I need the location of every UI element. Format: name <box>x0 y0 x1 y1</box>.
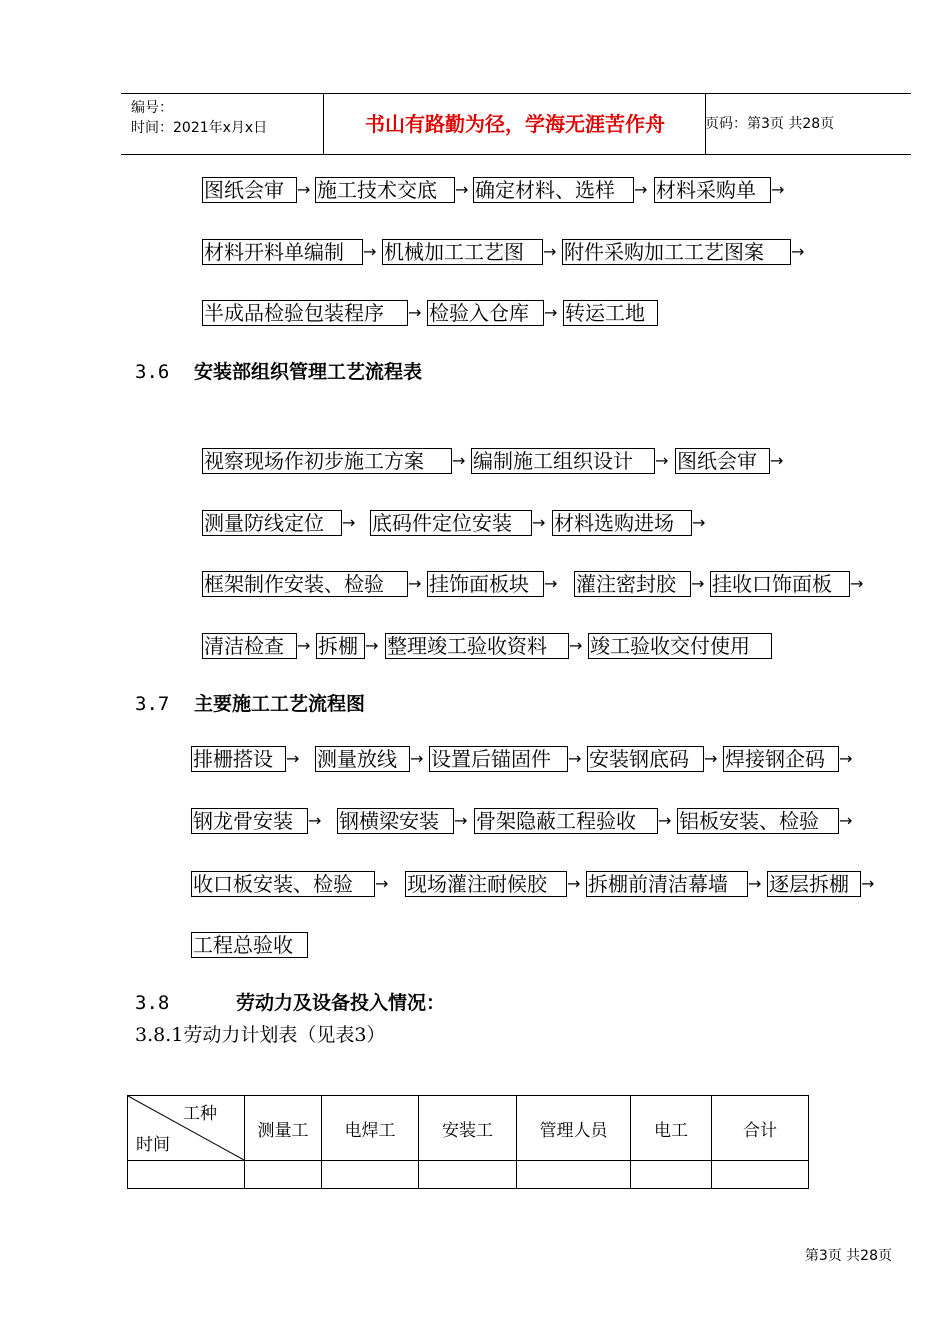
flow-step: 拆棚前清洁幕墙 <box>586 871 748 897</box>
arrow-icon: → <box>634 180 648 199</box>
section-title: 安装部组织管理工艺流程表 <box>193 361 422 383</box>
flow-step: 视察现场作初步施工方案 <box>202 448 452 474</box>
arrow-icon: → <box>286 749 300 768</box>
flow-step: 逐层拆棚 <box>767 871 861 897</box>
arrow-icon: → <box>839 749 853 768</box>
table-header-cell: 电工 <box>631 1096 712 1161</box>
table-cell <box>712 1161 809 1189</box>
table-header-row <box>128 1096 809 1161</box>
flow-step: 半成品检验包装程序 <box>202 300 408 326</box>
flow-step: 灌注密封胶 <box>574 571 691 597</box>
arrow-icon: → <box>569 636 583 655</box>
header-code: 编号： <box>131 100 173 116</box>
header-motto: 书山有路勤为径，学海无涯苦作舟 <box>365 112 665 136</box>
arrow-icon: → <box>544 574 558 593</box>
flow-step: 收口板安装、检验 <box>191 871 375 897</box>
arrow-icon: → <box>704 749 718 768</box>
arrow-icon: → <box>658 811 672 830</box>
arrow-icon: → <box>839 811 853 830</box>
flow-step: 图纸会审 <box>675 448 770 474</box>
arrow-icon: → <box>568 749 582 768</box>
flow-step: 图纸会审 <box>202 177 297 203</box>
header-time: 时间：2021年x月x日 <box>131 120 268 136</box>
flow-step: 测量防线定位 <box>202 510 342 536</box>
table-cell <box>128 1161 245 1189</box>
table-cell <box>245 1161 322 1189</box>
flow-step: 编制施工组织设计 <box>471 448 655 474</box>
flow-step: 挂饰面板块 <box>427 571 544 597</box>
subsection-3-8-1: 3.8.1劳动力计划表（见表3） <box>135 1024 386 1046</box>
section-number: 3.7 <box>135 693 170 715</box>
table-header-cell: 安装工 <box>419 1096 517 1161</box>
table-cell <box>322 1161 419 1189</box>
arrow-icon: → <box>748 874 762 893</box>
corner-label-work-type: 工种 <box>183 1104 217 1124</box>
page-header <box>121 93 911 155</box>
table-cell <box>419 1161 517 1189</box>
section-title: 劳动力及设备投入情况： <box>235 992 445 1014</box>
arrow-icon: → <box>363 242 377 261</box>
flow-step: 铝板安装、检验 <box>677 808 839 834</box>
flow-step: 钢横梁安装 <box>337 808 454 834</box>
arrow-icon: → <box>297 180 311 199</box>
table-corner-cell <box>128 1096 245 1161</box>
arrow-icon: → <box>544 303 558 322</box>
flow-step: 焊接钢企码 <box>723 746 839 772</box>
flow-step: 排栅搭设 <box>191 746 286 772</box>
arrow-icon: → <box>691 574 705 593</box>
flow-step: 框架制作安装、检验 <box>202 571 408 597</box>
arrow-icon: → <box>308 811 322 830</box>
arrow-icon: → <box>543 242 557 261</box>
section-title: 主要施工工艺流程图 <box>193 693 365 715</box>
arrow-icon: → <box>850 574 864 593</box>
flow-step: 拆棚 <box>316 633 365 659</box>
arrow-icon: → <box>655 451 669 470</box>
arrow-icon: → <box>532 513 546 532</box>
table-cell <box>631 1161 712 1189</box>
arrow-icon: → <box>567 874 581 893</box>
flow-step: 工程总验收 <box>191 932 308 958</box>
arrow-icon: → <box>408 574 422 593</box>
arrow-icon: → <box>771 180 785 199</box>
flow-step: 竣工验收交付使用 <box>588 633 772 659</box>
section-number: 3.6 <box>135 361 170 383</box>
arrow-icon: → <box>408 303 422 322</box>
section-heading-3-6 <box>135 357 422 384</box>
arrow-icon: → <box>297 636 311 655</box>
flow-step: 材料选购进场 <box>552 510 692 536</box>
flow-step: 清洁检查 <box>202 633 297 659</box>
flow-step: 底码件定位安装 <box>370 510 532 536</box>
section-heading-3-8 <box>135 988 445 1015</box>
section-number: 3.8 <box>135 992 170 1014</box>
table-header-cell: 管理人员 <box>517 1096 631 1161</box>
arrow-icon: → <box>452 451 466 470</box>
arrow-icon: → <box>342 513 356 532</box>
arrow-icon: → <box>375 874 389 893</box>
flow-step: 骨架隐蔽工程验收 <box>474 808 658 834</box>
header-meta <box>131 98 267 138</box>
page-footer: 第3页 共28页 <box>804 1248 892 1264</box>
flow-step: 钢龙骨安装 <box>191 808 308 834</box>
arrow-icon: → <box>454 811 468 830</box>
flow-step: 材料开料单编制 <box>202 239 363 265</box>
flow-step: 施工技术交底 <box>315 177 455 203</box>
flow-step: 附件采购加工工艺图案 <box>562 239 791 265</box>
flow-step: 现场灌注耐候胶 <box>405 871 567 897</box>
flow-step: 挂收口饰面板 <box>710 571 850 597</box>
flow-step: 检验入仓库 <box>427 300 544 326</box>
table-row <box>128 1161 809 1189</box>
table-header-cell: 电焊工 <box>322 1096 419 1161</box>
arrow-icon: → <box>365 636 379 655</box>
labor-plan-table <box>127 1095 809 1189</box>
arrow-icon: → <box>410 749 424 768</box>
flow-step: 安装钢底码 <box>587 746 704 772</box>
corner-label-time: 时间 <box>136 1135 170 1155</box>
flow-step: 机械加工工艺图 <box>382 239 543 265</box>
table-header-cell: 测量工 <box>245 1096 322 1161</box>
flow-step: 确定材料、选样 <box>473 177 634 203</box>
arrow-icon: → <box>692 513 706 532</box>
table-cell <box>517 1161 631 1189</box>
flow-step: 转运工地 <box>563 300 658 326</box>
flow-step: 设置后锚固件 <box>429 746 568 772</box>
header-page-number: 页码：第3页 共28页 <box>705 116 835 132</box>
flow-step: 材料采购单 <box>654 177 771 203</box>
arrow-icon: → <box>770 451 784 470</box>
arrow-icon: → <box>455 180 469 199</box>
table-header-cell: 合计 <box>712 1096 809 1161</box>
arrow-icon: → <box>791 242 805 261</box>
flow-step: 测量放线 <box>315 746 410 772</box>
flow-step: 整理竣工验收资料 <box>385 633 569 659</box>
arrow-icon: → <box>861 874 875 893</box>
section-heading-3-7 <box>135 689 365 716</box>
